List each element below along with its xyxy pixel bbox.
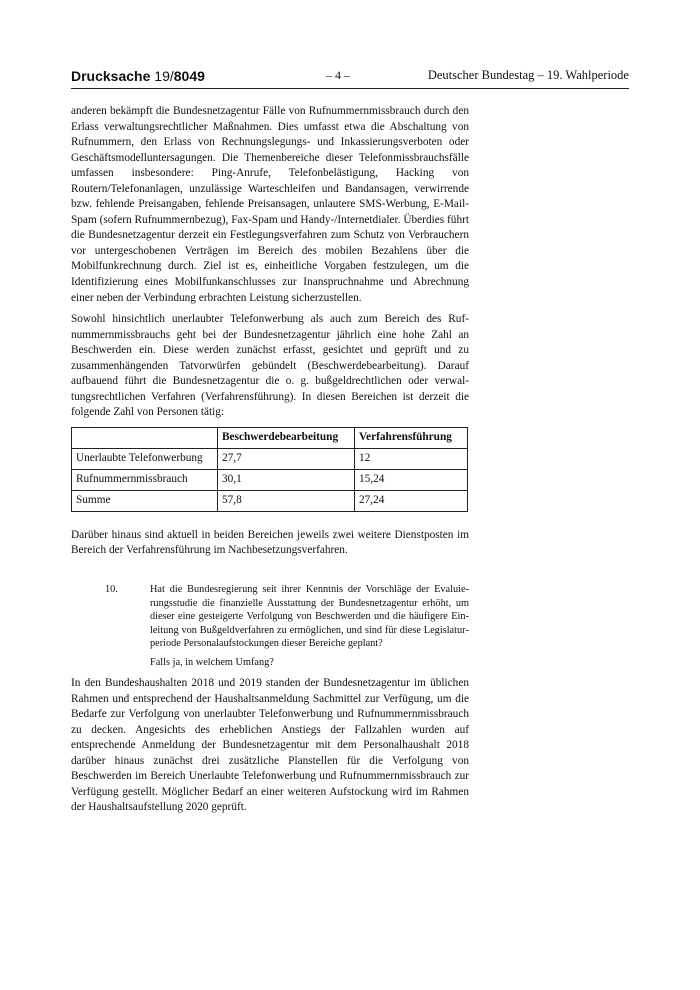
page-header [71,64,629,89]
table-header-cell: Beschwerdebearbeitung [218,427,355,448]
table-cell: 27,24 [355,490,468,511]
paragraph: Sowohl hinsichtlich unerlaubter Telefonwerbung als auch zum Bereich des Rufnummernmissbrauchs geht bei der Bundesnetzagentur jährlich eine hohe Zahl an Beschwerden ein. Diese werden zunächst erfasst, gesichtet und geprüft und zu zusammenhängenden Tatvorwürfen gebündelt (Beschwerdebearbeitung). Darauf aufbauend führt die Bundesnetzagentur die o. g. bußgeldrechtlichen oder verwaltungsrechtlichen Verfahren (Verfahrensführung). In diesen Bereichen ist derzeit die folgende Zahl von Personen tätig: [71,313,469,419]
page-number: – 4 – [326,68,350,82]
header-publisher: Deutscher Bundestag – 19. Wahlperiode [427,68,629,82]
paragraph: anderen bekämpft die Bundesnetzagentur Fälle von Rufnummernmissbrauch durch den Erlass verwaltungsrechtlicher Maßnahmen. Dies umfasst etwa die Abschaltung von Rufnummern, den Erlass von Rechnungslegungs- und Inkassierungsverboten oder Geschäftsmodelluntersagungen. Die Themenbereiche dieser Telefonmissbrauchsfälle umfassen insbesondere: Ping-Anrufe, Telefonbelästigung, Hacking von Routern/Telefonanlagen, unzulässige Warteschleifen und Bandansagen, verwirrende bzw. fehlende Preisangaben, fehlende Preisansagen, unlautere SMS-Werbung, E-Mail-Spam (sofern Rufnummernbezug), Fax-Spam und Handy-/Internetdialer. Überdies führt die Bundesnetzagentur derzeit ein Festlegungsverfahren zum Schutz von Verbrauchern vor untergeschobenen Verträgen im Bereich des mobilen Bezahlens über die Mobilfunkrechnung durch. Ziel ist es, einheitliche Vorgaben festzulegen, um die Identifizierung eines Mobilfunkanschlusses zur Inanspruchnahme und Abrechnung einer neben der Verbindung erbrachten Leistung sicherzustellen. [71,105,469,304]
table-cell: 15,24 [355,469,468,490]
question-text: Hat die Bundesregierung seit ihrer Kenntnis der Vorschläge der Evaluierungsstudie die finanzielle Ausstattung der Bundesnetzagentur erhöht, um dieser eine gesteigerte Verfolgung von Beschwerden und die häufigere Einleitung von Bußgeldverfahren zu ermöglichen, und sind für diese Legislaturperiode Personalaufstockungen dieser Bereiche geplant? [150,584,469,650]
question-number: 10. [105,584,118,596]
table-header-row [72,427,468,448]
question-followup: Falls ja, in welchem Umfang? [150,656,274,668]
question-block [71,583,469,669]
table-cell: Summe [72,490,218,511]
paragraph: Darüber hinaus sind aktuell in beiden Bereichen jeweils zwei weitere Dienstposten im Bereich der Verfahrensführung im Nachbesetzungsverfahren. [71,528,469,557]
document-body [71,104,469,822]
answer-paragraph: In den Bundeshaushalten 2018 und 2019 standen der Bundesnetzagentur im üblichen Rahmen und entsprechend der Haushaltsanmeldung Sachmittel zur Verfügung, um die Bedarfe zur Verfolgung von unerlaubter Telefonwerbung und Rufnummernmissbrauch zu decken. Angesichts des erheblichen Anstiegs der Fallzahlen wurden auf entsprechende Anmeldung der Bundesnetzagentur mit dem Personalhaushalt 2018 darüber hinaus zunächst drei zusätzliche Planstellen für die Verfolgung von Beschwerden im Bereich Unerlaubte Telefonwerbung und Rufnummernmissbrauch zur Verfügung gestellt. Möglicher Bedarf an einer weiteren Aufstockung wird im Rahmen der Haushaltsaufstellung 2020 geprüft. [71,677,469,814]
table-cell: 27,7 [218,448,355,469]
table-header-cell: Verfahrensführung [355,427,468,448]
table-cell: Rufnummernmissbrauch [72,469,218,490]
table-row [72,469,468,490]
table-cell: 57,8 [218,490,355,511]
table-header-cell [72,427,218,448]
table-row [72,490,468,511]
document-number-plain: 19/ [154,68,174,84]
table-cell: Unerlaubte Telefonwerbung [72,448,218,469]
document-number [71,68,205,84]
document-prefix: Drucksache [71,68,151,84]
document-number-bold: 8049 [173,68,205,84]
table-cell: 30,1 [218,469,355,490]
staff-table [71,427,468,512]
table-cell: 12 [355,448,468,469]
table-row [72,448,468,469]
